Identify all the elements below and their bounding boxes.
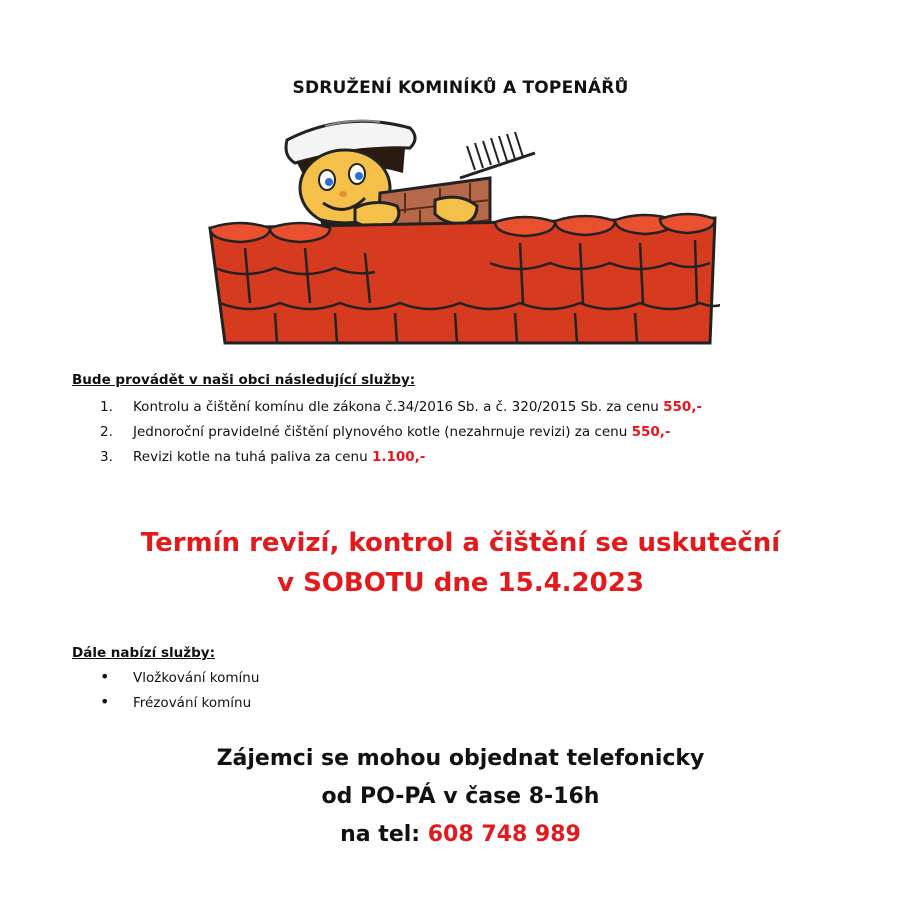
page-title: SDRUŽENÍ KOMINÍKŮ A TOPENÁŘŮ (292, 78, 629, 98)
list-item: • Frézování komínu (100, 692, 252, 711)
price-value: 1.100,- (371, 449, 426, 465)
chimney-sweep-on-roof-icon (205, 118, 720, 350)
phone-number: 608 748 989 (427, 822, 581, 847)
list-item: 3. Revizi kotle na tuhá paliva za cenu 1.100,- (100, 449, 426, 465)
list-item: 2. Jednoroční pravidelné čištění plynového kotle (nezahrnuje revizi) za cenu 550,- (100, 424, 671, 440)
bullet-icon: • (100, 667, 110, 686)
additional-services-list (100, 667, 259, 717)
roof-tiles-icon (210, 214, 720, 343)
price-value: 550,- (631, 424, 671, 440)
bullet-icon: • (100, 692, 110, 711)
services-heading: Bude provádět v naši obci následující služby: (72, 372, 416, 388)
date-notice: Termín revizí, kontrol a čištění se uskuteční v SOBOTU dne 15.4.2023 (140, 528, 781, 598)
price-value: 550,- (663, 399, 703, 415)
list-item: • Vložkování komínu (100, 667, 260, 686)
chimney-brush-icon (460, 132, 535, 178)
list-item: 1. Kontrolu a čištění komínu dle zákona č.34/2016 Sb. a č. 320/2015 Sb. za cenu 550,- (100, 399, 703, 415)
contact-info: Zájemci se mohou objednat telefonicky od PO-PÁ v čase 8-16h na tel: 608 748 989 (216, 746, 705, 847)
services-list (100, 397, 702, 472)
additional-services-heading: Dále nabízí služby: (72, 645, 215, 661)
